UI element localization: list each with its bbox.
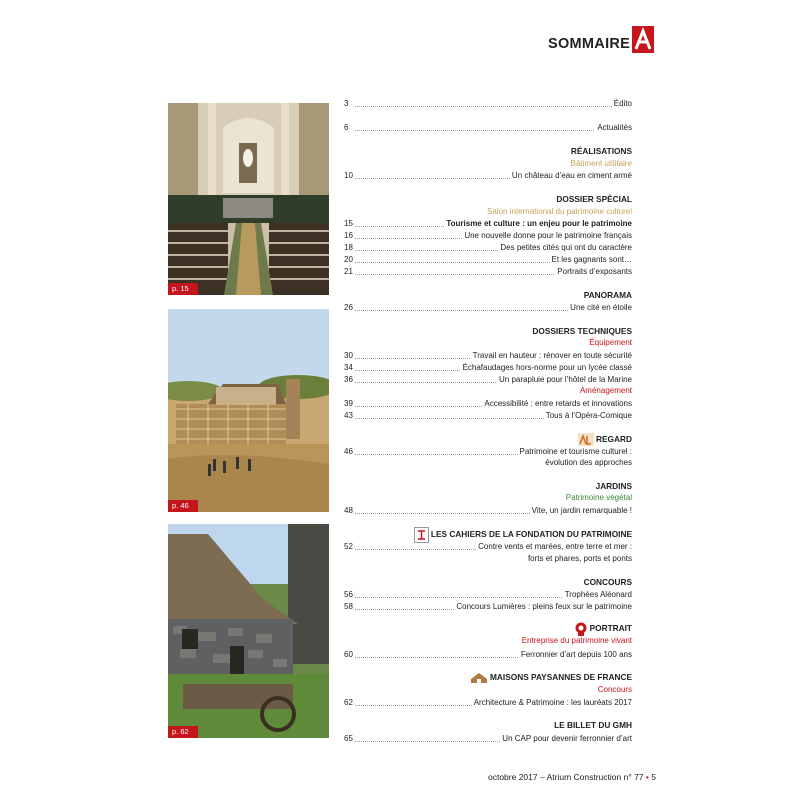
toc-entry-continuation: évolution des approches bbox=[545, 458, 632, 467]
toc-page-number: 15 bbox=[344, 219, 353, 228]
section-title-dossier-special: DOSSIER SPÉCIAL bbox=[556, 194, 632, 204]
toc-page-number: 16 bbox=[344, 231, 353, 240]
section-title-dossiers-techniques: DOSSIERS TECHNIQUES bbox=[532, 326, 632, 336]
toc-entry-title: Vite, un jardin remarquable ! bbox=[531, 506, 632, 515]
section-title-realisations: RÉALISATIONS bbox=[570, 146, 632, 156]
toc-page-number: 56 bbox=[344, 590, 353, 599]
toc-entry[interactable] bbox=[344, 266, 632, 278]
footer-issue: octobre 2017 – Atrium Construction n° 77 bbox=[487, 772, 644, 782]
toc-entry[interactable] bbox=[344, 541, 632, 553]
toc-page-number: 65 bbox=[344, 734, 353, 743]
photo-page-badge: p. 15 bbox=[168, 283, 198, 295]
section-subtitle: Patrimoine végétal bbox=[565, 493, 632, 502]
toc-entry-title: Architecture & Patrimoine : les lauréats 2017 bbox=[473, 698, 632, 707]
epv-label-icon bbox=[575, 622, 587, 636]
toc-dot-leader bbox=[355, 106, 632, 107]
toc-entry[interactable] bbox=[344, 98, 632, 110]
section-subtitle: Concours bbox=[597, 685, 632, 694]
toc-page-number: 21 bbox=[344, 267, 353, 276]
toc-entry-title: Un château d’eau en ciment armé bbox=[511, 171, 632, 180]
section-title-maisons-paysannes bbox=[344, 672, 632, 684]
toc-page-number: 43 bbox=[344, 411, 353, 420]
toc-entry-title: Échafaudages hors-norme pour un lycée classé bbox=[462, 363, 632, 372]
toc-entry[interactable] bbox=[344, 589, 632, 601]
section-title-billet-gmh: LE BILLET DU GMH bbox=[554, 720, 632, 730]
section-title-cahiers-label: LES CAHIERS DE LA FONDATION DU PATRIMOINE bbox=[430, 529, 632, 540]
toc-entry[interactable] bbox=[344, 374, 632, 386]
photo-thatched-house bbox=[168, 524, 329, 738]
footer-separator: • bbox=[645, 772, 649, 782]
toc-page-number: 62 bbox=[344, 698, 353, 707]
toc-entry-title: Une nouvelle donne pour le patrimoine français bbox=[464, 231, 632, 240]
toc-entry[interactable] bbox=[344, 122, 632, 134]
toc-entry-continuation: forts et phares, ports et ponts bbox=[527, 554, 632, 563]
footer-page-number: 5 bbox=[651, 772, 656, 782]
toc-entry[interactable] bbox=[344, 350, 632, 362]
toc-entry[interactable] bbox=[344, 446, 632, 458]
toc-entry-title: Trophées Aléonard bbox=[564, 590, 632, 599]
toc-page-number: 36 bbox=[344, 375, 353, 384]
toc-entry-title: Concours Lumières : pleins feux sur le patrimoine bbox=[456, 602, 632, 611]
toc-page-number: 10 bbox=[344, 171, 353, 180]
toc-entry-title: Édito bbox=[613, 99, 632, 108]
toc-entry-title: Portraits d’exposants bbox=[557, 267, 632, 276]
toc-entry-title: Une cité en étoile bbox=[570, 303, 632, 312]
toc-page-number: 52 bbox=[344, 542, 353, 551]
toc-entry[interactable] bbox=[344, 697, 632, 709]
toc-entry-title: Un parapluie pour l’hôtel de la Marine bbox=[499, 375, 632, 384]
toc-page-number: 6 bbox=[344, 123, 349, 132]
toc-page-number: 18 bbox=[344, 243, 353, 252]
toc-page-number: 20 bbox=[344, 255, 353, 264]
toc-entry[interactable] bbox=[344, 505, 632, 517]
toc-entry-title: Un CAP pour devenir ferronnier d’art bbox=[502, 734, 632, 743]
photo-church-interior bbox=[168, 103, 329, 295]
toc-page-number: 3 bbox=[344, 99, 349, 108]
photo-page-badge: p. 62 bbox=[168, 726, 198, 738]
toc-entry-title: Et les gagnants sont… bbox=[551, 255, 632, 264]
toc-entry[interactable] bbox=[344, 649, 632, 661]
section-subtitle: Équipement bbox=[589, 338, 632, 347]
photo-castle-site bbox=[168, 309, 329, 512]
toc-entry-title: Des petites cités qui ont du caractère bbox=[500, 243, 632, 252]
regard-logo-icon bbox=[578, 433, 594, 447]
toc-page-number: 30 bbox=[344, 351, 353, 360]
maisons-paysannes-logo-icon bbox=[470, 672, 488, 684]
toc-entry[interactable] bbox=[344, 254, 632, 266]
toc-page-number: 60 bbox=[344, 650, 353, 659]
section-title-panorama: PANORAMA bbox=[583, 290, 632, 300]
page-footer bbox=[488, 772, 656, 782]
section-title-portrait bbox=[344, 622, 632, 636]
photo-page-badge: p. 46 bbox=[168, 500, 198, 512]
toc-entry[interactable] bbox=[344, 398, 632, 410]
atrium-logo-icon bbox=[632, 26, 654, 53]
toc-entry[interactable] bbox=[344, 230, 632, 242]
toc-entry-title: Tourisme et culture : un enjeu pour le patrimoine bbox=[446, 219, 632, 228]
section-subtitle: Salon international du patrimoine culturel bbox=[487, 207, 632, 216]
toc-entry[interactable] bbox=[344, 733, 632, 745]
toc-entry-title: Patrimoine et tourisme culturel : bbox=[519, 447, 632, 456]
toc-page-number: 39 bbox=[344, 399, 353, 408]
toc-page-number: 46 bbox=[344, 447, 353, 456]
toc-page-number: 58 bbox=[344, 602, 353, 611]
toc-entry-title: Accessibilité : entre retards et innovations bbox=[484, 399, 632, 408]
section-title-regard bbox=[344, 433, 632, 447]
toc-page-number: 48 bbox=[344, 506, 353, 515]
toc-page-number: 34 bbox=[344, 363, 353, 372]
toc-entry-title: Contre vents et marées, entre terre et mer : bbox=[478, 542, 632, 551]
toc-entry[interactable] bbox=[344, 601, 632, 613]
section-title-regard-label: REGARD bbox=[596, 434, 632, 445]
toc-entry[interactable] bbox=[344, 362, 632, 374]
toc-dot-leader bbox=[355, 130, 632, 131]
section-subtitle: Aménagement bbox=[579, 386, 632, 395]
toc-entry[interactable] bbox=[344, 410, 632, 422]
section-title-portrait-label: PORTRAIT bbox=[589, 623, 632, 634]
toc-entry[interactable] bbox=[344, 218, 632, 230]
toc-entry[interactable] bbox=[344, 242, 632, 254]
toc-entry-title: Ferronnier d’art depuis 100 ans bbox=[520, 650, 632, 659]
section-title-concours: CONCOURS bbox=[583, 577, 632, 587]
toc-entry-title: Travail en hauteur : rénover en toute sécurité bbox=[472, 351, 632, 360]
toc-entry-title: Actualités bbox=[597, 123, 632, 132]
toc-entry-title: Tous à l’Opéra-Comique bbox=[545, 411, 632, 420]
section-subtitle: Entreprise du patrimoine vivant bbox=[521, 636, 632, 645]
toc-entry[interactable] bbox=[344, 302, 632, 314]
section-title-maisons-label: MAISONS PAYSANNES DE FRANCE bbox=[490, 672, 632, 683]
section-subtitle: Bâtiment utilitaire bbox=[570, 159, 632, 168]
toc-entry[interactable] bbox=[344, 170, 632, 182]
page-title: SOMMAIRE bbox=[548, 36, 631, 52]
section-title-jardins: JARDINS bbox=[595, 481, 632, 491]
toc-page-number: 26 bbox=[344, 303, 353, 312]
